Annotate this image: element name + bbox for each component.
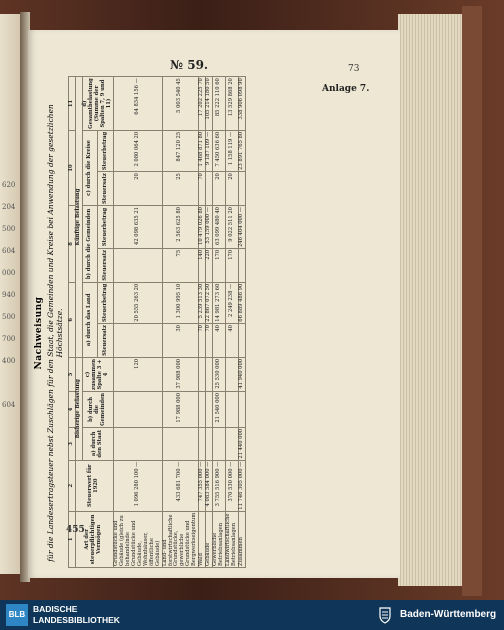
table-cell xyxy=(226,427,239,460)
table-cell: 433 681 700 — xyxy=(162,460,199,511)
coat-of-arms-icon xyxy=(378,606,392,624)
table-cell: 170 xyxy=(226,248,239,282)
column-number: 8 xyxy=(69,206,76,283)
table-cell xyxy=(206,172,213,206)
table-cell xyxy=(113,324,162,358)
table-cell: 1 158 119 — xyxy=(226,130,239,171)
table-cell xyxy=(199,357,206,391)
table-cell: 21 440 000 xyxy=(238,428,245,459)
book-cover xyxy=(462,6,482,596)
table-cell: 22 867 072 50 xyxy=(205,283,212,322)
table-cell xyxy=(199,391,206,427)
table-cell: 120 xyxy=(113,357,162,391)
table-cell xyxy=(199,427,206,460)
left-page-number: 204 xyxy=(2,203,16,211)
left-page-number: 500 xyxy=(2,225,16,233)
column-number: 10 xyxy=(69,130,76,205)
left-page-number xyxy=(2,372,20,394)
table-cell: 140 xyxy=(199,248,206,282)
left-page-number: 700 xyxy=(2,335,16,343)
tax-table xyxy=(68,76,246,568)
table-cell: 70 xyxy=(199,324,206,358)
table-cell: 23 891 765 80 xyxy=(238,131,245,170)
table-cell: 70 xyxy=(199,172,206,206)
table-cell xyxy=(213,427,226,460)
header-steuerwert: Steuerwert für 1920 xyxy=(75,460,113,511)
table-cell xyxy=(162,427,199,460)
table-cell: Wald xyxy=(199,511,206,567)
table-cell: 1 300 995 10 xyxy=(162,282,199,323)
header-steuersatz-3: Steuersatz xyxy=(98,172,113,206)
left-page-number: 940 xyxy=(2,291,16,299)
header-a-land: a) durch das Land xyxy=(82,282,97,357)
table-cell: 1 096 280 100 — xyxy=(113,460,162,511)
table-cell xyxy=(206,391,213,427)
table-cell: 11 746 305 000 — xyxy=(238,461,245,510)
header-steuerbetrag-3: Steuerbetrag xyxy=(98,130,113,171)
column-number: 3 xyxy=(69,427,76,460)
table-cell: 370 530 000 — xyxy=(226,460,239,511)
column-number: 6 xyxy=(69,282,76,357)
table-cell: 40 xyxy=(226,324,239,358)
table-cell: 53 159 000 — xyxy=(206,206,213,249)
table-cell xyxy=(113,391,162,427)
table-cell: 17 202 225 70 xyxy=(199,77,206,131)
table-cell: Zusammen xyxy=(239,511,246,567)
library-name[interactable] xyxy=(33,604,120,625)
left-page-number: 620 xyxy=(2,181,16,189)
table-cell: 13 529 868 20 xyxy=(226,77,239,131)
page-number: 73 xyxy=(348,64,360,74)
table-cell: 20 xyxy=(113,172,162,206)
table-cell: 20 555 263 20 xyxy=(113,282,162,323)
table-cell xyxy=(206,357,213,391)
table-cell: 14 981 273 60 xyxy=(213,282,226,323)
table-cell: Gebäude xyxy=(206,511,213,567)
table-cell: 85 222 110 60 xyxy=(213,77,226,131)
table-cell xyxy=(206,427,213,460)
left-page-number: 604 xyxy=(2,401,16,409)
table-cell: 25 xyxy=(162,172,199,206)
table-cell: 847 120 25 xyxy=(162,130,199,171)
table-cell: 7 450 636 60 xyxy=(213,130,226,171)
column-number-row xyxy=(69,77,76,568)
table-cell: 41 940 000 xyxy=(239,357,246,391)
column-number: 11 xyxy=(69,77,76,131)
table-cell xyxy=(239,324,246,358)
table-cell: Gewerbliche Betriebsanlagen xyxy=(213,511,226,567)
table-cell: 21 540 000 xyxy=(213,391,226,427)
header-steuerbetrag-2: Steuerbetrag xyxy=(98,206,113,249)
table-cell: 75 xyxy=(162,248,199,282)
header-steuerbetrag-1: Steuerbetrag xyxy=(98,282,113,323)
column-number: 2 xyxy=(69,460,76,511)
left-page-number: 000 xyxy=(2,269,16,277)
table-cell xyxy=(113,248,162,282)
table-cell: 20 xyxy=(226,172,239,206)
table-cell: Grundstücke und Gebäude (gleich zu behandelnde Grundstücke und Gebäude, Wohnhäuser, öffentliche Gebäude) xyxy=(113,511,162,567)
table-title: Nachweisung xyxy=(34,296,44,370)
table-cell: 40 xyxy=(213,324,226,358)
header-b-gemeinden: b) durch die Gemeinden xyxy=(82,391,113,427)
column-number: 1 xyxy=(69,511,76,567)
table-cell: 338 906 098 90 xyxy=(239,77,246,131)
table-cell: 10 479 026 80 xyxy=(199,206,206,249)
blb-logo[interactable]: BLB xyxy=(6,604,28,626)
table-cell: 246 404 000 — xyxy=(238,207,245,247)
table-cell: 105 214 180 50 xyxy=(206,77,213,131)
header-steuersatz-2: Steuersatz xyxy=(98,248,113,282)
header-c-kreis: c) durch die Kreise xyxy=(82,130,97,205)
table-body xyxy=(113,77,245,568)
table-subtitle: für die Landesertragsteuer nebst Zuschlägen für den Staat, die Gemeinden und Kreise bei Anwendung der gesetzlichen Höchstsätze. xyxy=(46,104,64,562)
left-page-number: 500 xyxy=(2,313,16,321)
table-cell xyxy=(239,248,246,282)
table-row xyxy=(162,77,199,568)
header-b-gemeinden2: b) durch die Gemeinden xyxy=(82,206,97,283)
header-a-staat: a) durch den Staat xyxy=(82,427,113,460)
page-edges xyxy=(398,14,464,586)
table-cell: 63 099 480 40 xyxy=(213,206,226,249)
table-cell xyxy=(113,427,162,460)
header-steuersatz-1: Steuersatz xyxy=(98,324,113,358)
state-name[interactable]: Baden-Württemberg xyxy=(400,609,497,620)
table-cell: 66 889 486 90 xyxy=(238,283,245,322)
column-number: 5 xyxy=(69,357,76,391)
table-cell: 220 xyxy=(206,248,213,282)
library-name-line1: BADISCHE xyxy=(33,604,78,614)
table-cell: 4 083 584 000 — xyxy=(206,460,213,511)
footer-number: 455 xyxy=(66,525,85,535)
table-cell: 5 003 540 45 xyxy=(162,77,199,131)
header-d-gesamt: d) Gesamtbelastung (Summe der Spalten 7, 9 und 11) xyxy=(81,78,112,129)
table-cell: 170 xyxy=(213,248,226,282)
table-cell: Land- und forstwirtschaftliche Grundstücke, gewerbliche Grundstücke und Bergwerkseigentum xyxy=(161,512,198,566)
table-cell: 25 530 000 xyxy=(213,357,226,391)
table-cell: 2 563 625 80 xyxy=(162,206,199,249)
table-cell: 70 xyxy=(206,324,213,358)
header-kuenftige: Künftige Belastung xyxy=(75,77,82,358)
table-cell xyxy=(226,391,239,427)
table-cell: 64 834 156 — xyxy=(113,77,162,131)
table-cell: 42 098 635 21 xyxy=(113,206,162,249)
left-page-numbers xyxy=(2,174,20,416)
table-cell: 30 xyxy=(162,324,199,358)
table-cell: 747 355 000 — xyxy=(199,460,206,511)
table-row xyxy=(206,77,213,568)
table-row xyxy=(213,77,226,568)
table-cell xyxy=(239,172,246,206)
left-page-number: 400 xyxy=(2,357,16,365)
table-row xyxy=(113,77,162,568)
library-name-line2: LANDESBIBLIOTHEK xyxy=(33,614,120,625)
table-cell: 2 080 064 20 xyxy=(113,130,162,171)
table-cell: 5 239 513 30 xyxy=(199,282,206,323)
table-cell: 20 xyxy=(213,172,226,206)
table-cell: 1 468 871 80 xyxy=(199,130,206,171)
annex-label: Anlage 7. xyxy=(322,84,370,94)
table-cell: 2 249 238 — xyxy=(226,282,239,323)
table-cell: 9 022 511 20 xyxy=(226,206,239,249)
table-cell: Landwirtschaftliche Betriebsanlagen xyxy=(226,511,239,567)
table-cell: 17 988 000 xyxy=(162,391,199,427)
header-c-zusammen: c) zusammen Spalte 3 + 4 xyxy=(82,357,113,391)
table-cell: 37 988 000 xyxy=(162,357,199,391)
table-cell: 9 187 109 — xyxy=(206,130,213,171)
table-row xyxy=(239,77,246,568)
table-cell xyxy=(239,391,246,427)
left-page-number: 604 xyxy=(2,247,16,255)
table-cell xyxy=(226,357,239,391)
table-row xyxy=(226,77,239,568)
law-number: № 59. xyxy=(170,58,209,72)
column-number: 4 xyxy=(69,391,76,427)
table-cell: 3 755 516 900 — xyxy=(213,460,226,511)
header-art: Art der steuerpflichtigen Vermögen xyxy=(75,511,113,567)
header-bisherige: Bisherige Belastung xyxy=(75,357,82,460)
header-row-1 xyxy=(75,77,82,568)
